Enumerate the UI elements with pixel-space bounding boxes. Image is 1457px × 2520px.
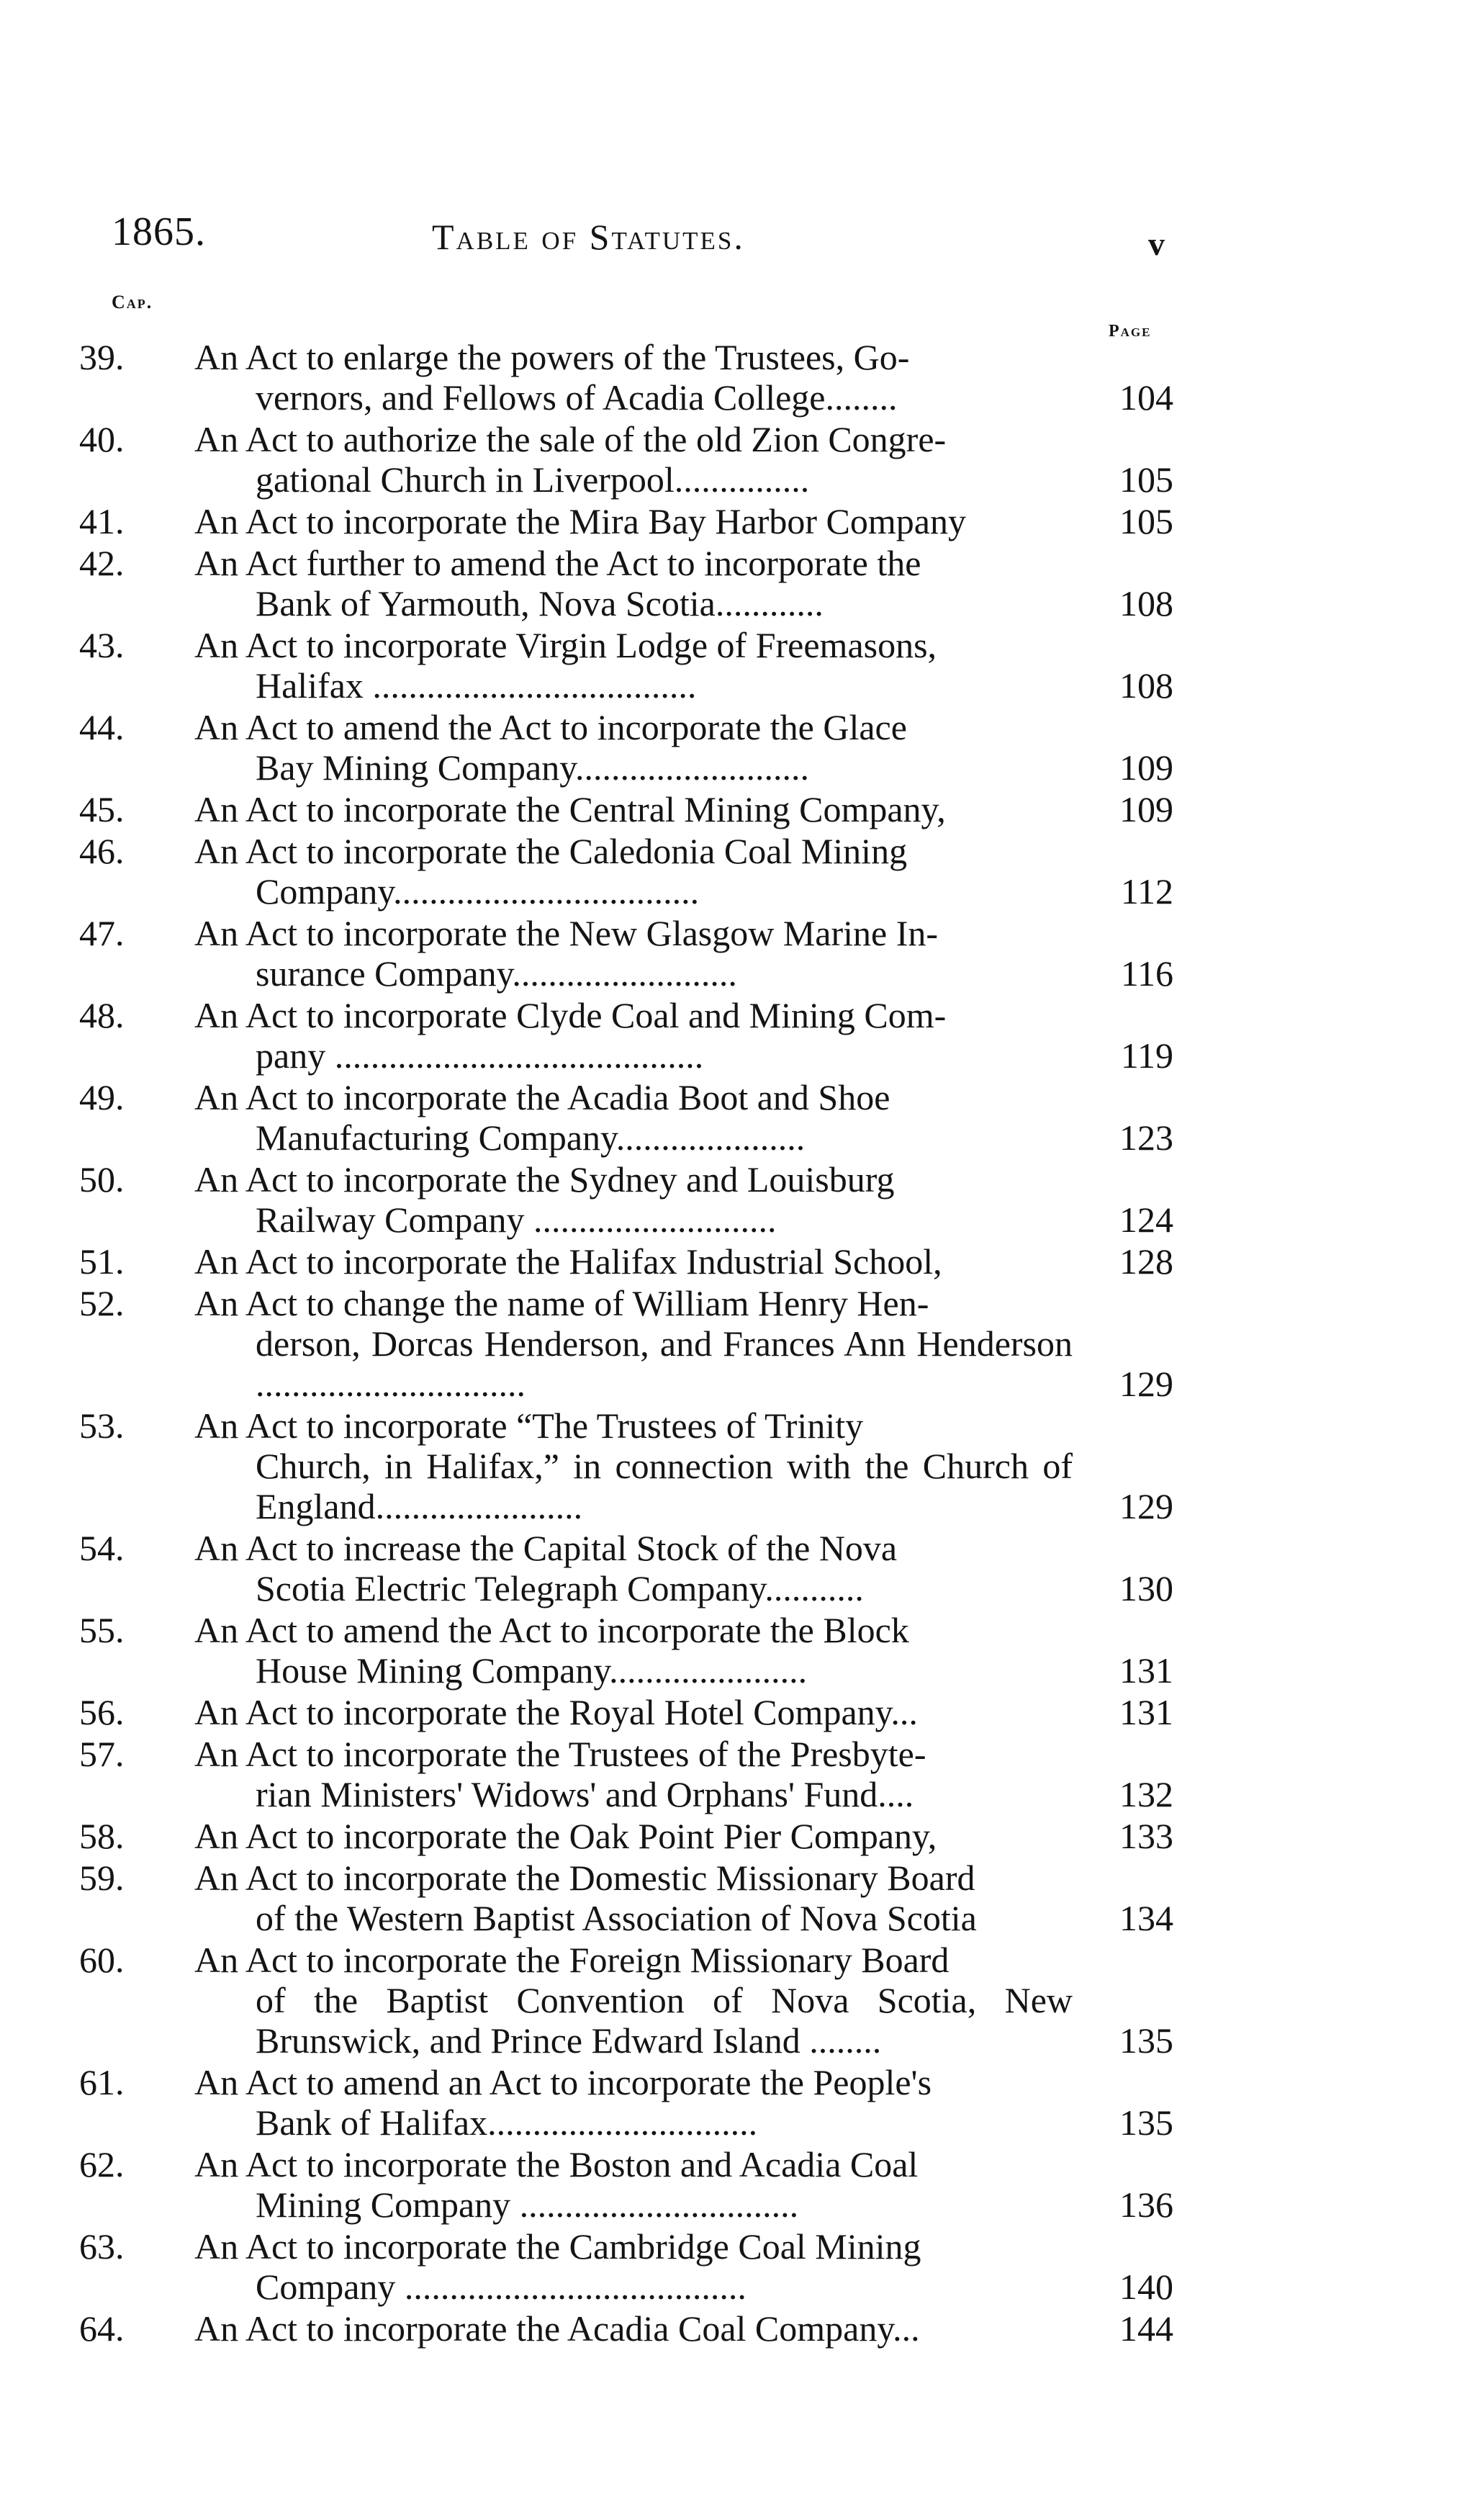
header-year: 1865. <box>112 210 206 254</box>
chapter-number: 64. <box>79 2308 125 2349</box>
statute-title <box>194 2144 1173 2225</box>
statute-entry <box>79 707 1173 788</box>
statute-entry <box>79 913 1173 994</box>
statute-title-continuation: Bay Mining Company.......................... <box>256 747 809 788</box>
statute-title <box>194 501 1173 541</box>
chapter-number: 46. <box>79 831 125 871</box>
page-number: 108 <box>1119 583 1173 624</box>
statute-entry <box>79 995 1173 1076</box>
statute-title-first-line: An Act to incorporate “The Trustees of Trinity <box>194 1405 864 1446</box>
statute-title <box>194 995 1173 1076</box>
statute-entry <box>79 1077 1173 1158</box>
statute-entry <box>79 1734 1173 1814</box>
chapter-number: 59. <box>79 1858 125 1898</box>
statute-list <box>79 337 1173 2350</box>
statute-title <box>194 2226 1173 2307</box>
chapter-number: 56. <box>79 1692 125 1732</box>
statute-title <box>194 1816 1173 1856</box>
statute-title-continuation: surance Company......................... <box>256 953 737 994</box>
statute-entry <box>79 2062 1173 2143</box>
statute-title <box>194 1528 1173 1608</box>
statute-title <box>194 707 1173 788</box>
statute-entry <box>79 419 1173 500</box>
statute-entry <box>79 2308 1173 2349</box>
statute-title-continuation: vernors, and Fellows of Acadia College........ <box>256 377 898 418</box>
page-title: Table of Statutes. <box>432 217 745 257</box>
chapter-number: 50. <box>79 1159 125 1200</box>
statute-title <box>194 543 1173 624</box>
statute-title-continuation: Mining Company ............................... <box>256 2184 799 2225</box>
statute-title <box>194 419 1173 500</box>
statute-title-continuation: rian Ministers' Widows' and Orphans' Fund.... <box>256 1774 914 1814</box>
statute-title-first-line: An Act to incorporate the Sydney and Louisburg <box>194 1159 895 1200</box>
statute-title-continuation: of the Baptist Convention of Nova Scotia, New Brunswick, and Prince Edward Island ........ <box>256 1980 1073 2061</box>
statute-title <box>194 1734 1173 1814</box>
statute-title-first-line: An Act to increase the Capital Stock of the Nova <box>194 1528 898 1568</box>
page-number: 109 <box>1119 747 1173 788</box>
statute-entry <box>79 1816 1173 1856</box>
statute-title-first-line: An Act to incorporate the Acadia Coal Company... <box>194 2308 920 2349</box>
statute-title-first-line: An Act to amend the Act to incorporate the Glace <box>194 707 907 747</box>
page-number: 130 <box>1119 1568 1173 1608</box>
statute-entry <box>79 2144 1173 2225</box>
statute-title <box>194 1692 1173 1732</box>
page-number: 105 <box>1119 459 1173 500</box>
statute-title-continuation: Halifax .................................... <box>256 665 697 706</box>
page-folio: v <box>1148 225 1165 262</box>
statute-title-continuation: Company.................................. <box>256 871 700 912</box>
statute-entry <box>79 501 1173 541</box>
page-number: 119 <box>1120 1035 1173 1076</box>
page-number: 128 <box>1119 1241 1173 1282</box>
statute-title <box>194 625 1173 706</box>
statute-title <box>194 1077 1173 1158</box>
chapter-number: 58. <box>79 1816 125 1856</box>
statute-title-first-line: An Act to incorporate the Oak Point Pier Company, <box>194 1816 937 1856</box>
page-number: 108 <box>1119 665 1173 706</box>
page-number: 134 <box>1119 1898 1173 1938</box>
chapter-number: 60. <box>79 1940 125 1980</box>
page-column-label: Page <box>1109 322 1152 341</box>
statute-title-first-line: An Act to incorporate the Trustees of the Presbyte- <box>194 1734 926 1774</box>
chapter-number: 53. <box>79 1405 125 1446</box>
statute-title-first-line: An Act to incorporate the Foreign Missionary Board <box>194 1940 949 1980</box>
page-number: 144 <box>1119 2308 1173 2349</box>
page-number: 105 <box>1119 501 1173 541</box>
statute-title-continuation: House Mining Company...................... <box>256 1650 808 1691</box>
chapter-number: 39. <box>79 337 125 377</box>
statute-title <box>194 1610 1173 1691</box>
chapter-number: 51. <box>79 1241 125 1282</box>
statute-title-continuation: Scotia Electric Telegraph Company........... <box>256 1568 864 1608</box>
chapter-number: 55. <box>79 1610 125 1650</box>
chapter-number: 62. <box>79 2144 125 2184</box>
statute-title-continuation: gational Church in Liverpool............... <box>256 459 810 500</box>
statute-title-continuation: Railway Company ........................... <box>256 1200 777 1240</box>
statute-title-continuation: Company ...................................... <box>256 2267 746 2307</box>
statute-title-first-line: An Act to authorize the sale of the old Zion Congre- <box>194 419 947 459</box>
statute-title-first-line: An Act to amend the Act to incorporate the Block <box>194 1610 909 1650</box>
statute-entry <box>79 831 1173 912</box>
statute-title <box>194 789 1173 829</box>
statute-title-first-line: An Act to incorporate the Mira Bay Harbor Company <box>194 501 966 541</box>
chapter-number: 54. <box>79 1528 125 1568</box>
statute-entry <box>79 1283 1173 1404</box>
page-number: 133 <box>1119 1816 1173 1856</box>
statute-title-first-line: An Act to incorporate the Domestic Missionary Board <box>194 1858 975 1898</box>
statute-title-first-line: An Act further to amend the Act to incorporate the <box>194 543 921 583</box>
page-number: 123 <box>1119 1117 1173 1158</box>
page-number: 116 <box>1120 953 1173 994</box>
statute-entry <box>79 1940 1173 2061</box>
statute-title <box>194 1858 1173 1938</box>
statute-title-continuation: derson, Dorcas Henderson, and Frances Ann Henderson .............................. <box>256 1323 1073 1404</box>
chapter-number: 48. <box>79 995 125 1035</box>
page-number: 109 <box>1119 789 1173 829</box>
chapter-number: 45. <box>79 789 125 829</box>
chapter-number: 63. <box>79 2226 125 2267</box>
statute-title-first-line: An Act to change the name of William Henry Hen- <box>194 1283 929 1323</box>
statute-title <box>194 831 1173 912</box>
chapter-number: 52. <box>79 1283 125 1323</box>
statute-title <box>194 1405 1173 1526</box>
statute-title-first-line: An Act to incorporate the Acadia Boot and Shoe <box>194 1077 890 1117</box>
statute-title <box>194 2062 1173 2143</box>
statute-title-first-line: An Act to incorporate Virgin Lodge of Freemasons, <box>194 625 937 665</box>
statute-entry <box>79 789 1173 829</box>
statute-title-continuation: pany ......................................... <box>256 1035 704 1076</box>
statute-title-continuation: Manufacturing Company..................... <box>256 1117 806 1158</box>
statute-title <box>194 337 1173 418</box>
chapter-number: 47. <box>79 913 125 953</box>
statute-title-first-line: An Act to enlarge the powers of the Trustees, Go- <box>194 337 910 377</box>
statute-title <box>194 1940 1173 2061</box>
statute-title-first-line: An Act to incorporate the New Glasgow Marine In- <box>194 913 939 953</box>
statute-title-first-line: An Act to incorporate the Caledonia Coal Mining <box>194 831 908 871</box>
statute-title-first-line: An Act to incorporate the Cambridge Coal Mining <box>194 2226 921 2267</box>
statute-title <box>194 1241 1173 1282</box>
chapter-number: 42. <box>79 543 125 583</box>
page-number: 129 <box>1119 1364 1173 1404</box>
statute-title-first-line: An Act to incorporate the Royal Hotel Company... <box>194 1692 918 1732</box>
page-number: 135 <box>1119 2102 1173 2143</box>
page-number: 140 <box>1119 2267 1173 2307</box>
statute-entry <box>79 625 1173 706</box>
statute-entry <box>79 2226 1173 2307</box>
statute-title <box>194 1283 1173 1404</box>
statute-title-first-line: An Act to amend an Act to incorporate the People's <box>194 2062 932 2102</box>
statute-entry <box>79 1610 1173 1691</box>
page-number: 124 <box>1119 1200 1173 1240</box>
column-headings <box>0 292 1457 341</box>
page-number: 104 <box>1119 377 1173 418</box>
page-number: 129 <box>1119 1486 1173 1526</box>
chapter-number: 57. <box>79 1734 125 1774</box>
page-number: 131 <box>1119 1650 1173 1691</box>
statute-title-first-line: An Act to incorporate the Boston and Acadia Coal <box>194 2144 919 2184</box>
statute-entry <box>79 543 1173 624</box>
page-number: 131 <box>1119 1692 1173 1732</box>
chapter-number: 40. <box>79 419 125 459</box>
chapter-number: 41. <box>79 501 125 541</box>
statute-entry <box>79 1528 1173 1608</box>
statute-title-continuation: Bank of Halifax.............................. <box>256 2102 758 2143</box>
running-header <box>0 209 1457 274</box>
statute-title <box>194 1159 1173 1240</box>
statute-title-continuation: of the Western Baptist Association of Nova Scotia <box>256 1898 977 1938</box>
statute-entry <box>79 1858 1173 1938</box>
chapter-number: 49. <box>79 1077 125 1117</box>
statute-title-first-line: An Act to incorporate the Central Mining Company, <box>194 789 946 829</box>
statute-entry <box>79 1692 1173 1732</box>
page-number: 132 <box>1119 1774 1173 1814</box>
statute-title-first-line: An Act to incorporate the Halifax Industrial School, <box>194 1241 942 1282</box>
page-number: 136 <box>1119 2184 1173 2225</box>
statute-title <box>194 2308 1173 2349</box>
page-number: 112 <box>1120 871 1173 912</box>
statute-entry <box>79 1159 1173 1240</box>
cap-column-label: Cap. <box>112 292 153 312</box>
page-number: 135 <box>1119 2020 1173 2061</box>
statute-entry <box>79 337 1173 418</box>
chapter-number: 44. <box>79 707 125 747</box>
statute-title-continuation: Bank of Yarmouth, Nova Scotia............ <box>256 583 824 624</box>
chapter-number: 61. <box>79 2062 125 2102</box>
statute-entry <box>79 1405 1173 1526</box>
statute-entry <box>79 1241 1173 1282</box>
statute-title <box>194 913 1173 994</box>
statute-title-continuation: Church, in Halifax,” in connection with the Church of England....................... <box>256 1446 1073 1526</box>
chapter-number: 43. <box>79 625 125 665</box>
statute-title-first-line: An Act to incorporate Clyde Coal and Mining Com- <box>194 995 947 1035</box>
